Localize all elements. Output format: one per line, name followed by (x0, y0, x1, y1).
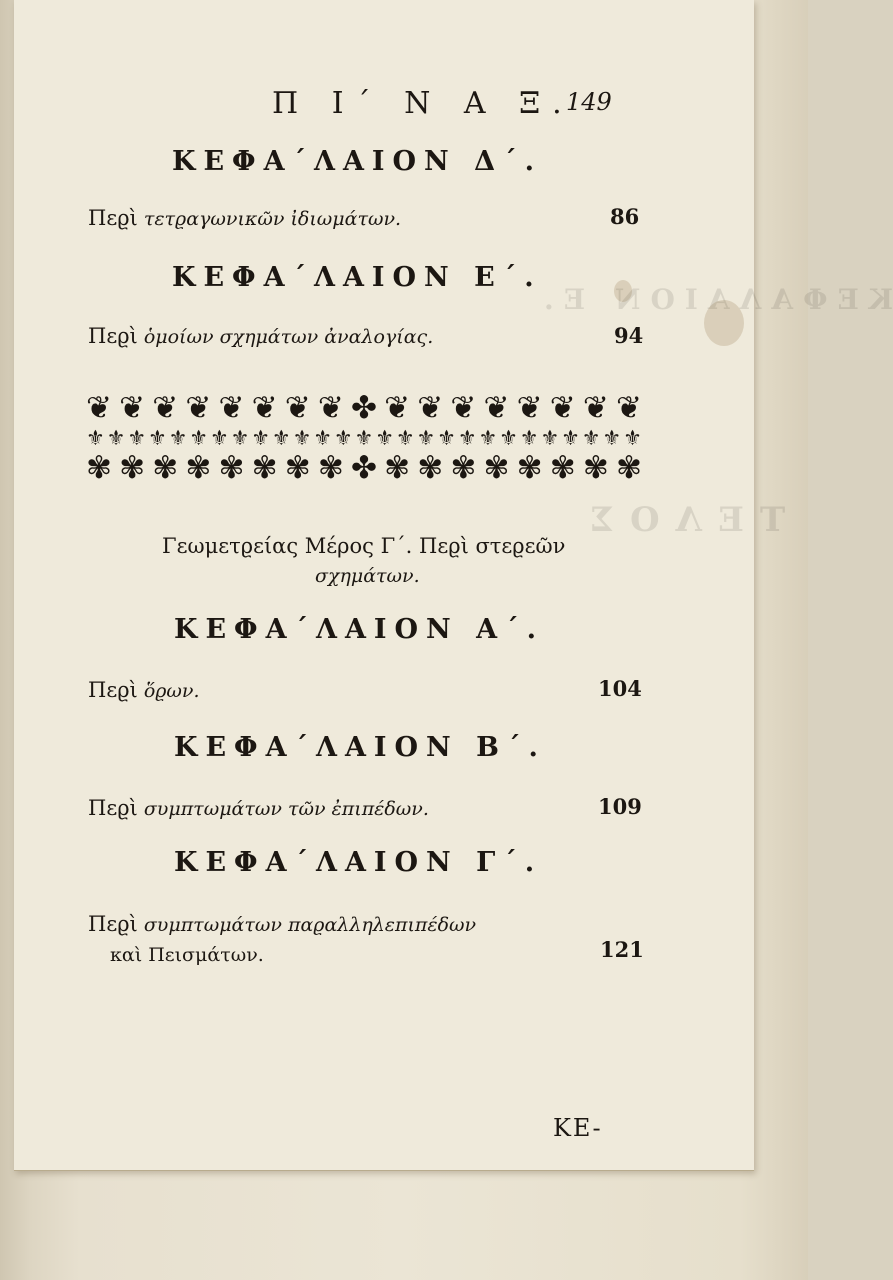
printers-ornament-row: ❦ ❦ ❦ ❦ ❦ ❦ ❦ ❦ ✤ ❦ ❦ ❦ ❦ ❦ ❦ ❦ ❦ (86, 390, 642, 426)
entry-page-number: 104 (598, 676, 642, 701)
entry-lead: Πεϱὶ (88, 912, 138, 936)
chapter-heading: ΚΕΦΑ΄ΛΑΙΟΝ Ε΄. (172, 262, 542, 293)
entry-text: συμπτωμάτων τῶν ἐπιπέδων. (143, 798, 429, 820)
toc-entry (88, 912, 476, 936)
entry-page-number: 86 (610, 204, 640, 229)
chapter-heading: ΚΕΦΑ΄ΛΑΙΟΝ Β΄. (174, 732, 546, 763)
entry-page-number: 121 (600, 937, 644, 962)
bleed-through-text: ΤΕΛΟΣ (574, 500, 786, 540)
folio-number: 149 (566, 88, 612, 116)
bleed-through-text: ΚΕΦΑΛΑΙΟΝ Ε. (534, 283, 893, 316)
chapter-heading: ΚΕΦΑ΄ΛΑΙΟΝ Γ΄. (174, 847, 543, 878)
toc-entry (88, 324, 433, 348)
entry-page-number: 109 (598, 794, 642, 819)
part-title: Γεωμετϱείας Μέρος Γ΄. Πεϱὶ στεϱεῶν (162, 534, 566, 558)
toc-entry (88, 796, 429, 820)
toc-entry (88, 678, 200, 702)
entry-lead: Πεϱὶ (88, 324, 138, 348)
entry-lead: Πεϱὶ (88, 796, 138, 820)
foxing-stain (614, 280, 632, 302)
printers-ornament-row: ✾ ✾ ✾ ✾ ✾ ✾ ✾ ✾ ✤ ✾ ✾ ✾ ✾ ✾ ✾ ✾ ✾ (86, 450, 642, 486)
entry-text: συμπτωμάτων παϱαλληλεπιπέδων (143, 914, 477, 936)
entry-text: ὁμοίων σχημάτων ἀναλογίας. (143, 326, 434, 348)
printers-ornament-row: ⚜ ⚜ ⚜ ⚜ ⚜ ⚜ ⚜ ⚜ ⚜ ⚜ ⚜ ⚜ ⚜ ⚜ ⚜ ⚜ ⚜ ⚜ ⚜ ⚜ ⚜ ⚜ ⚜ ⚜ ⚜ ⚜ ⚜ (86, 426, 642, 450)
toc-entry-continuation: καὶ Πεισμάτων. (110, 944, 264, 966)
part-title-continuation: σχημάτων. (315, 565, 420, 587)
catchword: ΚΕ- (553, 1114, 603, 1142)
entry-text: τετϱαγωνικῶν ἰδιωμάτων. (143, 208, 402, 230)
entry-page-number: 94 (614, 323, 644, 348)
chapter-heading: ΚΕΦΑ΄ΛΑΙΟΝ Α΄. (174, 614, 544, 645)
entry-text: ὅϱων. (143, 680, 200, 702)
entry-lead: Πεϱὶ (88, 206, 138, 230)
toc-entry (88, 206, 401, 230)
chapter-heading: ΚΕΦΑ΄ΛΑΙΟΝ Δ΄. (172, 146, 542, 177)
foxing-stain (704, 300, 744, 346)
running-head: Π Ι΄ Ν Α Ξ. (272, 86, 574, 121)
entry-lead: Πεϱὶ (88, 678, 138, 702)
